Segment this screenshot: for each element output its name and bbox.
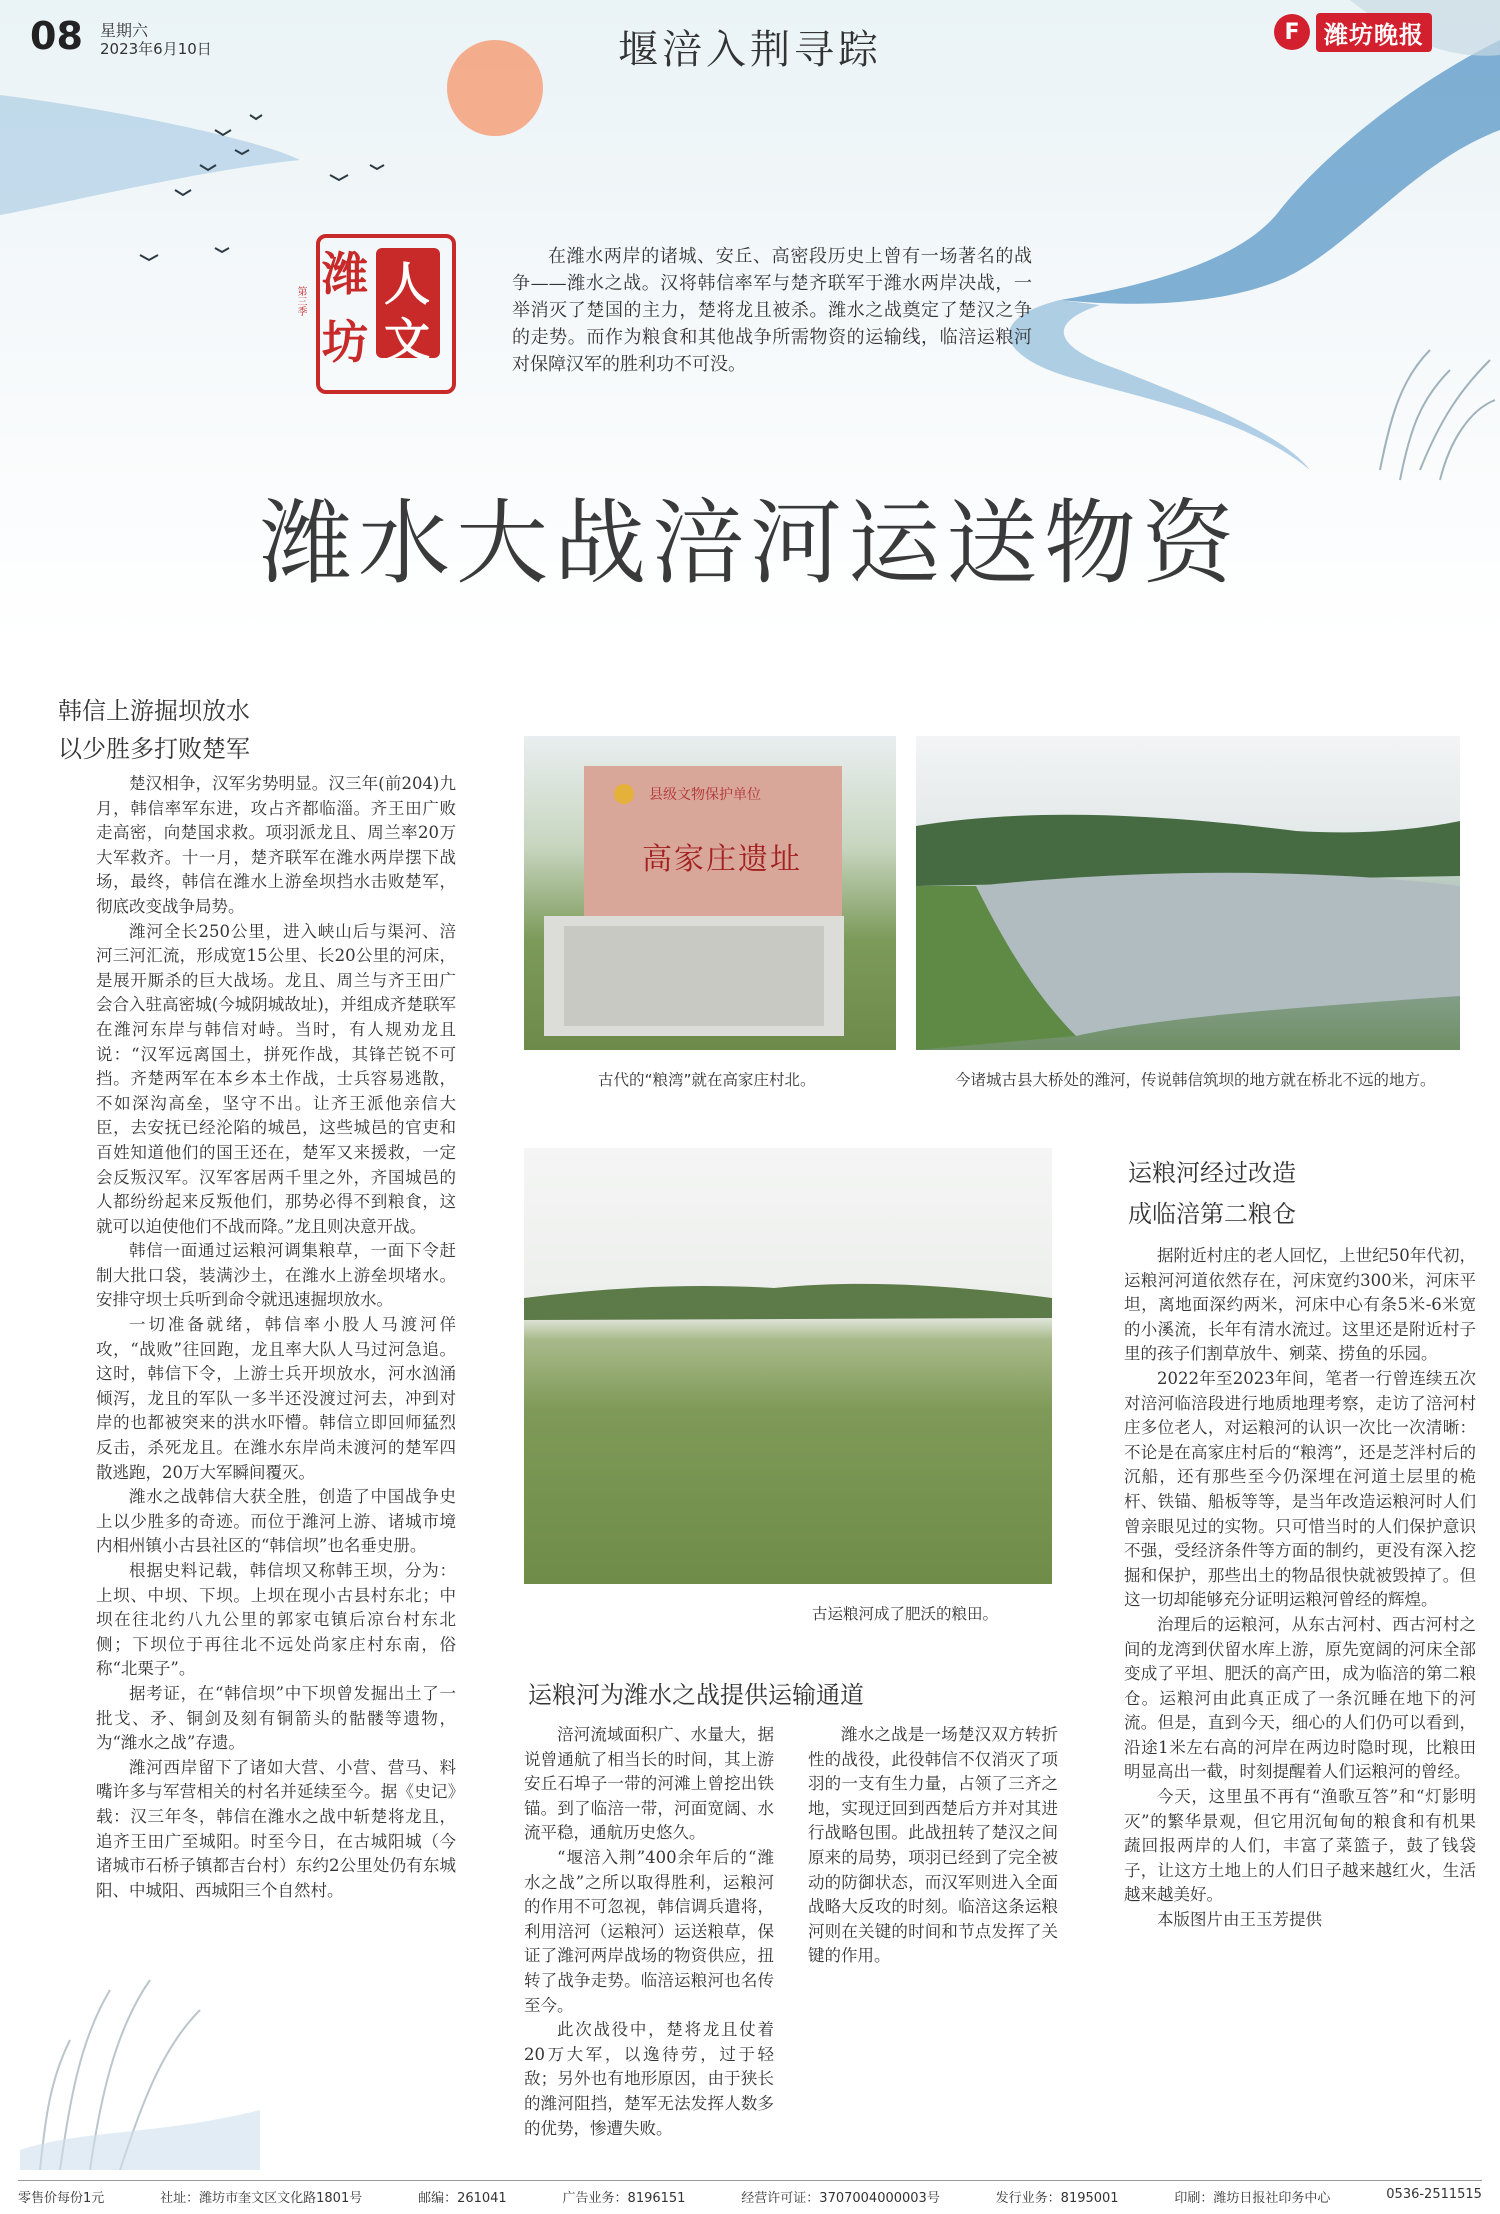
issue-date: 2023年6月10日 <box>100 40 212 58</box>
wheat-illustration <box>524 1148 1052 1584</box>
caption-river: 今诸城古县大桥处的潍河，传说韩信筑坝的地方就在桥北不远的地方。 <box>955 1071 1436 1089</box>
stele-title: 高家庄遗址 <box>642 842 802 877</box>
footer-price: 零售价每份1元 <box>18 2191 105 2206</box>
article2-paragraph: 涪河流域面积广、水量大，据说曾通航了相当长的时间，其上游安丘石埠子一带的河滩上曾挖出铁锚。到了临涪一带，河面宽阔、水流平稳，通航历史悠久。 <box>524 1725 774 1843</box>
article1-subhead-1: 韩信上游掘坝放水 <box>58 697 250 725</box>
section-title: 堰涪入荆寻踪 <box>618 27 882 73</box>
seal-char-2: 人 <box>384 257 430 311</box>
river-illustration <box>916 736 1460 1050</box>
article3-paragraph: 据附近村庄的老人回忆，上世纪50年代初，运粮河河道依然存在，河床宽约300米，河床平坦，离地面深约两米，河床中心有条5米-6米宽的小溪流，长年有清水流过。这里还是附近村子里的孩子们割草放牛、剜菜、捞鱼的乐园。 <box>1124 1246 1476 1364</box>
article1-paragraph: 一切准备就绪，韩信率小股人马渡河佯攻，“战败”往回跑，龙且率大队人马过河急追。这时，韩信下令，上游士兵开坝放水，河水汹涌倾泻，龙且的军队一多半还没渡过河去，冲到对岸的也都被突来的洪水吓懵。韩信立即回师猛烈反击，杀死龙且。在潍水东岸尚未渡河的楚军四散逃跑，20万大军瞬间覆灭。 <box>96 1315 456 1482</box>
reeds <box>1380 350 1495 480</box>
seal-char-3: 坊 <box>322 315 368 369</box>
article3-subhead-2: 成临涪第二粮仓 <box>1128 1200 1296 1228</box>
page-number: 08 <box>30 14 83 58</box>
article1-paragraph: 潍河全长250公里，进入峡山后与渠河、涪河三河汇流，形成宽15公里、长20公里的河床，是展开厮杀的巨大战场。龙且、周兰与齐王田广会合入驻高密城(今城阴城故址)，并组成齐楚联军在潍河东岸与韩信对峙。当时，有人规劝龙且说：“汉军远离国土，拼死作战，其锋芒锐不可挡。齐楚两军在本乡本土作战，士兵容易逃散，不如深沟高垒，坚守不出。让齐王派他亲信大臣，去安抚已经沦陷的城邑，这些城邑的官吏和百姓知道他们的国王还在，楚军又来援救，一定会反叛汉军。汉军客居两千里之外，齐国城邑的人都纷纷起来反叛他们，那势必得不到粮食，这就可以迫使他们不战而降。”龙且则决意开战。 <box>96 921 456 1236</box>
logo-icon: F <box>1274 14 1310 50</box>
footer-postcode: 邮编：261041 <box>418 2191 507 2206</box>
footer-address: 社址：潍坊市奎文区文化路1801号 <box>160 2191 363 2206</box>
footer-license: 经营许可证：3707004000003号 <box>741 2191 940 2206</box>
seal-char-4: 文 <box>384 313 430 367</box>
article1-paragraph: 据考证，在“韩信坝”中下坝曾发掘出土了一批戈、矛、铜剑及刻有铜箭头的骷髅等遗物，为“潍水之战”存遗。 <box>96 1683 456 1753</box>
logo-text: 潍坊晚报 <box>1316 13 1432 52</box>
photo-wheat-field <box>524 1148 1052 1584</box>
reeds-decoration <box>20 1880 260 2170</box>
caption-wheat: 古运粮河成了肥沃的粮田。 <box>812 1605 999 1623</box>
footer-printer: 印刷：潍坊日报社印务中心 <box>1174 2191 1331 2206</box>
article2-subhead: 运粮河为潍水之战提供运输通道 <box>528 1681 864 1709</box>
article1-paragraph: 楚汉相争，汉军劣势明显。汉三年(前204)九月，韩信率军东进，攻占齐都临淄。齐王田广败走高密，向楚国求救。项羽派龙且、周兰率20万大军救齐。十一月，楚齐联军在潍水两岸摆下战场，最终，韩信在潍水上游垒坝挡水击败楚军，彻底改变战争局势。 <box>96 774 456 916</box>
newspaper-logo <box>1274 12 1432 52</box>
intro-paragraph: 在潍水两岸的诸城、安丘、高密段历史上曾有一场著名的战争——潍水之战。汉将韩信率军与楚齐联军于潍水两岸决战，一举消灭了楚国的主力，楚将龙且被杀。潍水之战奠定了楚汉之争的走势。而作为粮食和其他战争所需物资的运输线，临涪运粮河对保障汉军的胜利功不可没。 <box>512 246 1032 375</box>
right-river-lower <box>1009 300 1310 470</box>
weekday: 星期六 <box>100 21 149 40</box>
article1-subhead-2: 以少胜多打败楚军 <box>58 735 250 763</box>
sun <box>447 40 543 136</box>
article1-paragraph: 韩信一面通过运粮河调集粮草，一面下令赶制大批口袋，装满沙土，在潍水上游垒坝堵水。安排守坝士兵听到命令就迅速掘坝放水。 <box>96 1241 456 1310</box>
article2-paragraph: “堰涪入荆”400余年后的“潍水之战”之所以取得胜利，运粮河的作用不可忽视，韩信调兵遣将，利用涪河（运粮河）运送粮草，保证了潍河两岸战场的物资供应，扭转了战争走势。临涪运粮河也名传至今。 <box>524 1847 774 2015</box>
article3-paragraph: 今天，这里虽不再有“渔歌互答”和“灯影明灭”的繁华景观，但它用沉甸甸的粮食和有机果蔬回报两岸的人们，丰富了菜篮子，鼓了钱袋子，让这方土地上的人们日子越来越红火，生活越来越美好。 <box>1124 1787 1476 1905</box>
photo-stele <box>524 736 896 1050</box>
article2-body-col1 <box>524 1723 774 2141</box>
column-seal <box>286 226 456 396</box>
footer-divider <box>18 2180 1482 2181</box>
article1-paragraph: 潍河西岸留下了诸如大营、小营、营马、料嘴许多与军营相关的村名并延续至今。据《史记》载：汉三年冬，韩信在潍水之战中斩楚将龙且，追齐王田广至城阳。时至今日，在古城阳城（今诸城市石桥子镇都吉台村）东约2公里处仍有东城阳、中城阳、西城阳三个自然村。 <box>96 1757 456 1900</box>
footer-phone: 0536-2511515 <box>1386 2187 1482 2202</box>
seal-subtitle: 第三季 <box>295 286 306 316</box>
headline: 潍水大战涪河运送物资 <box>259 490 1240 597</box>
photo-credit: 本版图片由王玉芳提供 <box>1157 1910 1322 1930</box>
article2-paragraph: 潍水之战是一场楚汉双方转折性的战役，此役韩信不仅消灭了项羽的一支有生力量，占领了三齐之地，实现迂回到西楚后方并对其进行战略包围。此战扭转了楚汉之间原来的局势，项羽已经到了完全被动的防御状态，而汉军则进入全面战略大反攻的时刻。临涪这条运粮河则在关键的时间和节点发挥了关键的作用。 <box>808 1725 1058 1966</box>
article3-paragraph: 治理后的运粮河，从东古河村、西古河村之间的龙湾到伏留水库上游，原先宽阔的河床全部变成了平坦、肥沃的高产田，成为临涪的第二粮仓。运粮河由此真正成了一条沉睡在地下的河流。但是，直到今天，细心的人们仍可以看到，沿途1米左右高的河岸在两边时隐时现，比粮田明显高出一截，时刻提醒着人们运粮河的曾经。 <box>1124 1614 1476 1782</box>
article1-body <box>96 772 456 1903</box>
stele-small-text: 县级文物保护单位 <box>649 787 761 803</box>
footer-distribution: 发行业务：8195001 <box>995 2191 1119 2206</box>
article3-body <box>1124 1244 1476 1933</box>
article1-paragraph: 根据史料记载，韩信坝又称韩王坝，分为：上坝、中坝、下坝。上坝在现小古县村东北；中坝在往北约八九公里的郭家屯镇后凉台村东北侧；下坝位于再往北不远处尚家庄村东南，俗称“北栗子”。 <box>96 1561 456 1679</box>
seal-char-1: 潍 <box>322 247 368 301</box>
footer-ads: 广告业务：8196151 <box>562 2191 686 2206</box>
footer <box>18 2187 1482 2206</box>
article2-paragraph: 此次战役中，楚将龙且仗着20万大军，以逸待劳，过于轻敌；另外也有地形原因，由于狭长的潍河阻挡，楚军无法发挥人数多的优势，惨遭失败。 <box>524 2020 774 2138</box>
article3-subhead-1: 运粮河经过改造 <box>1128 1159 1296 1187</box>
photo-river <box>916 736 1460 1050</box>
article1-paragraph: 潍水之战韩信大获全胜，创造了中国战争史上以少胜多的奇迹。而位于潍河上游、诸城市境内相州镇小古县社区的“韩信坝”也名垂史册。 <box>96 1487 456 1556</box>
article3-paragraph: 2022年至2023年间，笔者一行曾连续五次对涪河临涪段进行地质地理考察，走访了涪河村庄多位老人，对运粮河的认识一次比一次清晰：不论是在高家庄村后的“粮湾”，还是芝泮村后的沉船，还有那些至今仍深埋在河道土层里的桅杆、铁锚、船板等等，是当年改造运粮河时人们曾亲眼见过的实物。只可惜当时的人们保护意识不强，受经济条件等方面的制约，更没有深入挖掘和保护，那些出土的物品很快就被毁掉了。但这一切却能够充分证明运粮河曾经的辉煌。 <box>1124 1368 1476 1610</box>
caption-stele: 古代的“粮湾”就在高家庄村北。 <box>598 1071 816 1089</box>
article2-body-col2 <box>808 1723 1058 1969</box>
left-river <box>0 95 300 215</box>
right-river <box>1060 40 1500 304</box>
